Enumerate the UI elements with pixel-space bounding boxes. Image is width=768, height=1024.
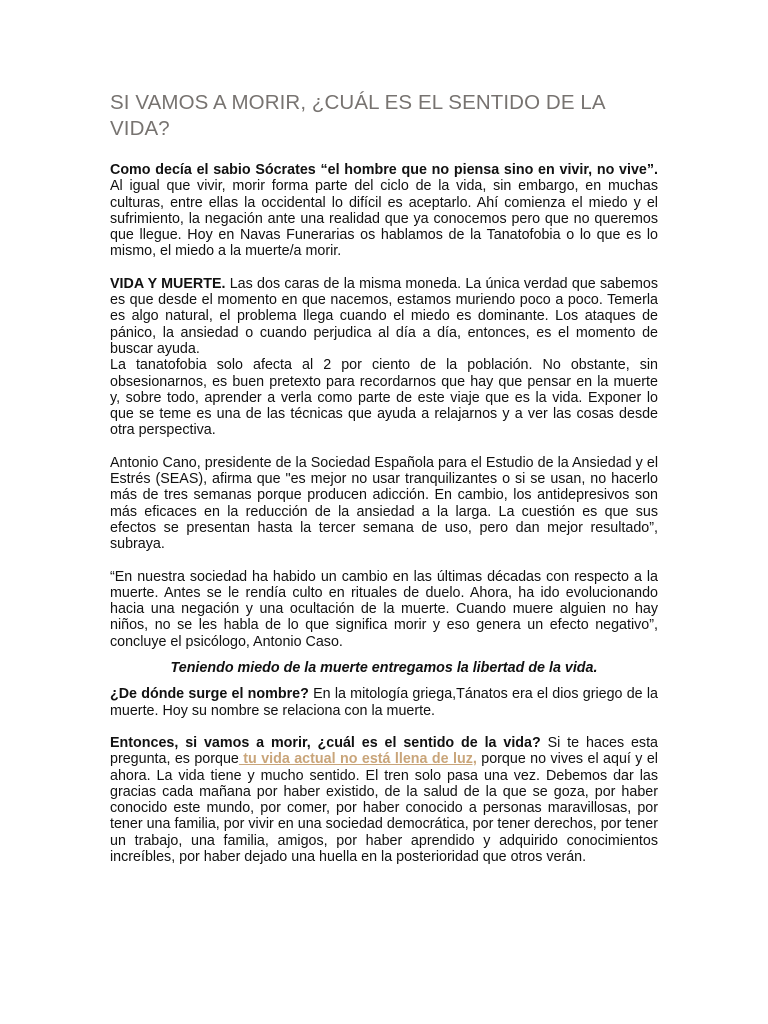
sentido-lead: Entonces, si vamos a morir, ¿cuál es el sentido de la vida? bbox=[110, 734, 541, 751]
sentido-text-b: porque no vives el aquí y el ahora. La vida tiene y mucho sentido. El tren solo pasa una vez. Debemos dar las gracias cada mañana por haber existido, de la salud de la que se goza, por haber conocido este mundo, por comer, por haber conocido a personas maravillosas, por tener una familia, por vivir en una sociedad democrática, por tener derechos, por tener un trabajo, una familia, amigos, por haber aprendido y adquirido conocimientos increíbles, por haber dejado una huella en la posterioridad que otros verán. bbox=[110, 751, 658, 865]
sociedad-paragraph: “En nuestra sociedad ha habido un cambio en las últimas décadas con respecto a la muerte. Antes se le rendía culto en rituales de duelo. Ahora, ha ido evolucionando hacia una negación y una ocultación de la muerte. Cuando muere alguien no hay niños, no se les habla de lo que significa morir y eso genera un efecto negativo”, concluye el psicólogo, Antonio Caso. bbox=[110, 568, 658, 650]
vida-muerte-text: Las dos caras de la misma moneda. La única verdad que sabemos es que desde el momento en que nacemos, estamos muriendo poco a poco. Temerla es algo natural, el problema llega cuando el miedo es dominante. Los ataques de pánico, la ansiedad o cuando perjudica al día a día, entonces, es el momento de buscar ayuda. bbox=[110, 275, 658, 357]
pull-quote: Teniendo miedo de la muerte entregamos la libertad de la vida. bbox=[170, 660, 598, 677]
intro-text: Al igual que vivir, morir forma parte del ciclo de la vida, sin embargo, en muchas culturas, entre ellas la occidental lo difícil es aceptarlo. Ahí comienza el miedo y el sufrimiento, la negación ante una realidad que ya conocemos pero que no queremos que llegue. Hoy en Navas Funerarias os hablamos de la Tanatofobia o lo que es lo mismo, el miedo a la muerte/a morir. bbox=[110, 178, 658, 260]
intro-lead: Como decía el sabio Sócrates “el hombre que no piensa sino en vivir, no vive”. bbox=[110, 162, 658, 178]
page-title: SI VAMOS A MORIR, ¿CUÁL ES EL SENTIDO DE LA VIDA? bbox=[110, 91, 605, 140]
nombre-lead: ¿De dónde surge el nombre? bbox=[110, 686, 309, 703]
document-page bbox=[110, 90, 658, 865]
sentido-text-a: Si te haces esta pregunta, es porque bbox=[110, 734, 658, 768]
sentido-paragraph bbox=[110, 735, 658, 865]
antonio-cano-paragraph: Antonio Cano, presidente de la Sociedad Española para el Estudio de la Ansiedad y el Estrés (SEAS), afirma que "es mejor no usar tranquilizantes o si se usan, no hacerlo más de tres semanas porque producen adicción. En cambio, los antidepresivos son más eficaces en la reducción de la ansiedad a la larga. La cuestión es que sus efectos se presentan hasta la tercer semana de uso, pero dan mejor resultado”, subraya. bbox=[110, 454, 658, 553]
vida-luz-link[interactable]: tu vida actual no está llena de luz, bbox=[238, 751, 477, 768]
nombre-paragraph bbox=[110, 686, 658, 719]
tanatofobia-paragraph: La tanatofobia solo afecta al 2 por ciento de la población. No obstante, sin obsesionarnos, es buen pretexto para recordarnos que hay que pensar en la muerte y, sobre todo, aprender a verla como parte de este viaje que es la vida. Exponer lo que se teme es una de las técnicas que ayuda a relajarnos y a ver las cosas desde otra perspectiva. bbox=[110, 357, 658, 439]
vida-muerte-lead: VIDA Y MUERTE. bbox=[110, 275, 226, 292]
vida-muerte-paragraph bbox=[110, 276, 658, 357]
intro-paragraph bbox=[110, 162, 658, 260]
nombre-text: En la mitología griega,Tánatos era el dios griego de la muerte. Hoy su nombre se relaciona con la muerte. bbox=[110, 686, 658, 719]
